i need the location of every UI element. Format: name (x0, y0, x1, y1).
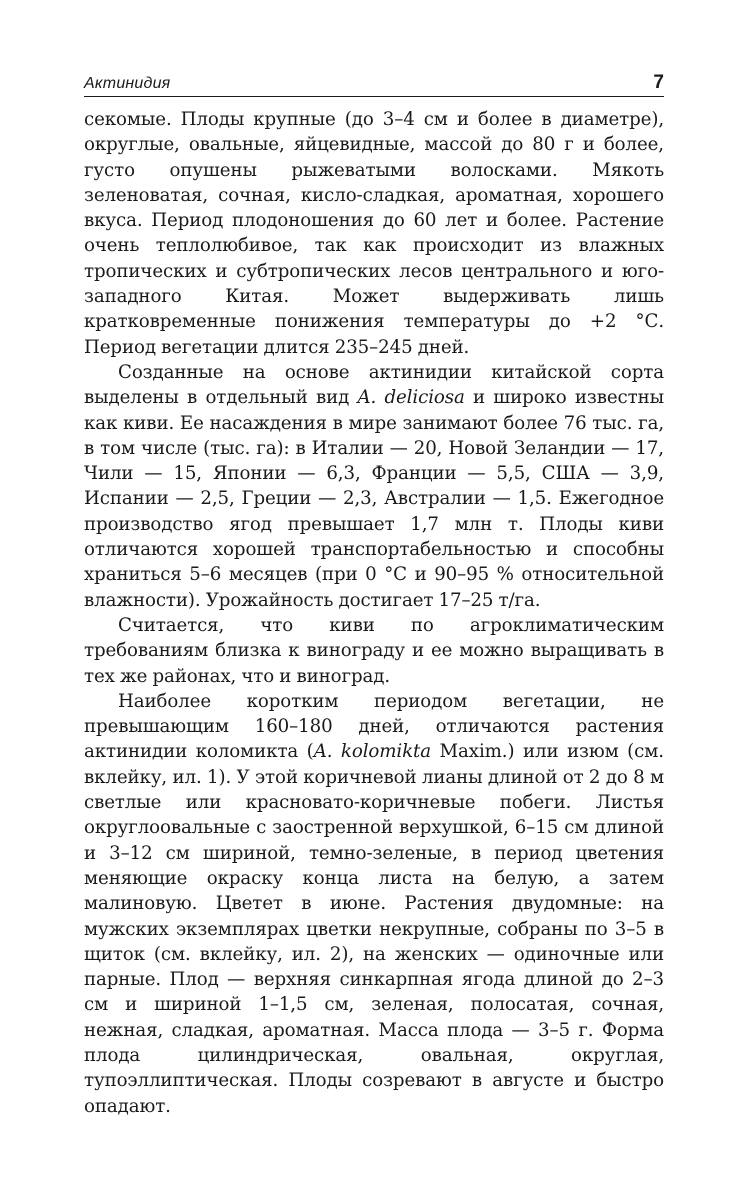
page-number: 7 (653, 72, 664, 93)
paragraph-3-text: Считается, что киви по агроклиматическим требованиям близка к винограду и ее можно выращивать в тех же районах, что и виноград. (84, 614, 664, 687)
running-title: Актинидия (84, 75, 171, 92)
paragraph-2-text-a: Созданные на основе актинидии китайской сорта выделены в отдельный вид (84, 361, 664, 409)
paragraph-4 (84, 689, 664, 1119)
running-head (84, 70, 664, 97)
species-name-deliciosa: A. deliciosa (357, 387, 465, 409)
species-name-kolomikta: A. kolomikta (313, 741, 431, 763)
paragraph-2-text-b: и широко известны как киви. Ее насаждения в мире занимают более 76 тыс. га, в том числе (тыс. га): в Италии — 20, Новой Зеландии — 17, Чили — 15, Японии — 6,3, Франции — 5,5, США — 3,9, Испании — 2,5, Греции — 2,3, Австралии — 1,5. Ежегодное производство ягод превышает 1,7 млн т. Плоды киви отличаются хорошей транспортабельностью и способны храниться 5–6 месяцев (при 0 °С и 90–95 % относительной влажности). Урожайность достигает 17–25 т/га. (84, 387, 664, 611)
paragraph-2 (84, 360, 664, 613)
book-page (84, 70, 664, 1119)
paragraph-3 (84, 613, 664, 689)
paragraph-1 (84, 107, 664, 360)
paragraph-1-text: секомые. Плоды крупные (до 3–4 см и более в диаметре), округлые, овальные, яйцевидные, массой до 80 г и более, густо опушены рыжеватыми волосками. Мякоть зеленоватая, сочная, кисло-сладкая, ароматная, хорошего вкуса. Период плодоношения до 60 лет и более. Растение очень теплолюбивое, так как происходит из влажных тропических и субтропических лесов центрального и юго-западного Китая. Может выдерживать лишь кратковременные понижения температуры до +2 °С. Период вегетации длится 235–245 дней. (84, 109, 664, 358)
body-text (84, 107, 664, 1119)
paragraph-4-text-b: Maxim.) или изюм (см. вклейку, ил. 1). У этой коричневой лианы длиной от 2 до 8 м светлые или красновато-коричневые побеги. Листья округлоовальные с заостренной верхушкой, 6–15 см длиной и 3–12 см шириной, темно-зеленые, в период цветения меняющие окраску конца листа на белую, а затем малиновую. Цветет в июне. Растения двудомные: на мужских экземплярах цветки некрупные, собраны по 3–5 в щиток (см. вклейку, ил. 2), на женских — одиночные или парные. Плод — верхняя синкарпная ягода длиной до 2–3 см и шириной 1–1,5 см, зеленая, полосатая, сочная, нежная, сладкая, ароматная. Масса плода — 3–5 г. Форма плода цилиндрическая, овальная, округлая, тупоэллиптическая. Плоды созревают в августе и быстро опадают. (84, 741, 664, 1117)
paragraph-4-text-a: Наиболее коротким периодом вегетации, не превышающим 160–180 дней, отличаются растения актинидии коломикта ( (84, 690, 664, 763)
